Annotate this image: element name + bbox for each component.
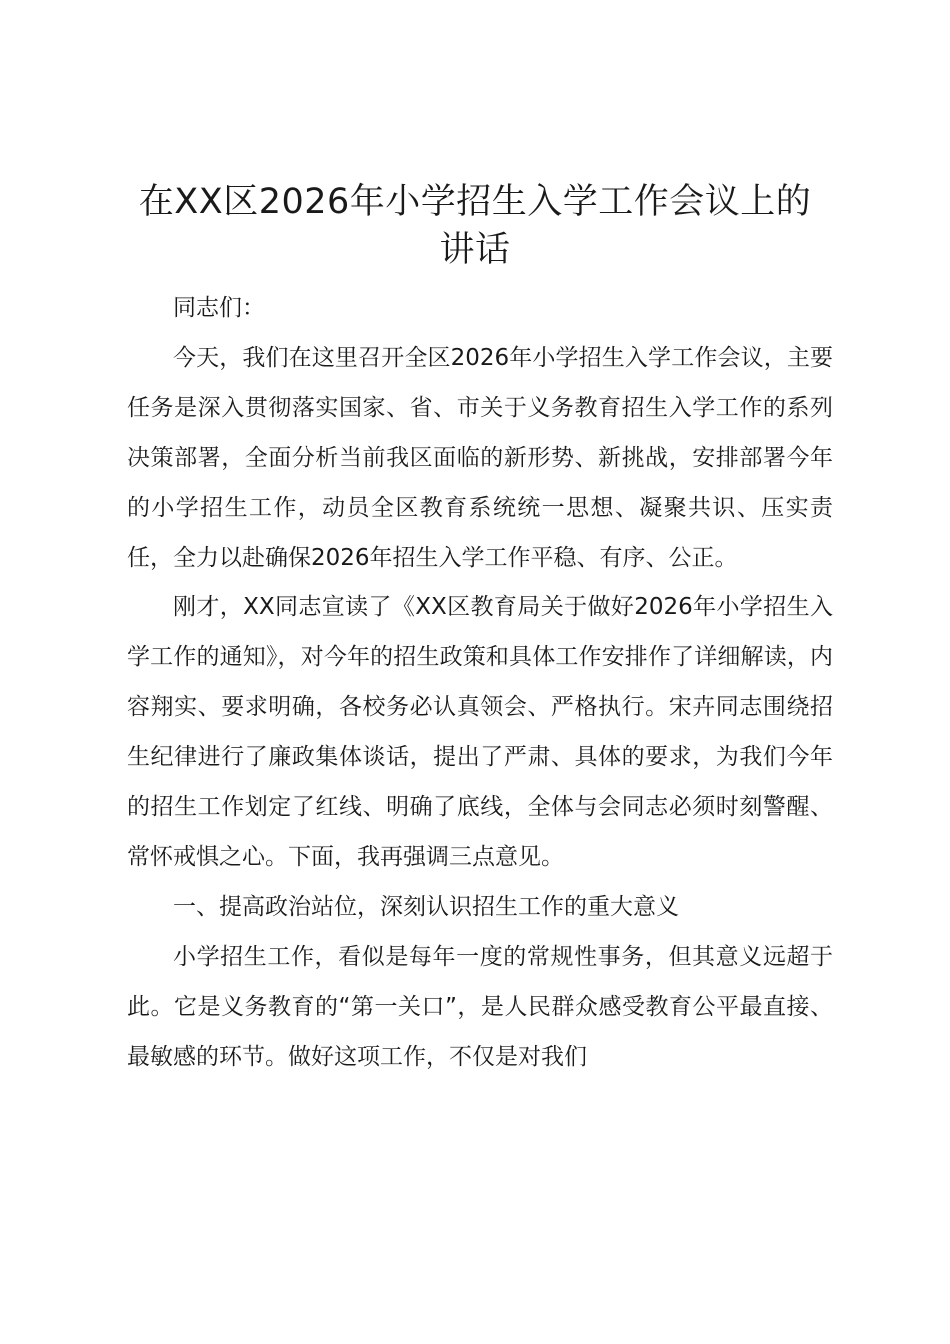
section-heading: 一、提高政治站位，深刻认识招生工作的重大意义 — [173, 893, 679, 920]
document-title — [110, 178, 840, 274]
title-line-1: 在XX区2026年小学招生入学工作会议上的 — [138, 182, 812, 222]
document-body — [127, 284, 833, 1083]
paragraph-context: 刚才，XX同志宣读了《XX区教育局关于做好2026年小学招生入学工作的通知》，对今年的招生政策和具体工作安排作了详细解读，内容翔实、要求明确，各校务必认真领会、严格执行。宋卉同志围绕招生纪律进行了廉政集体谈话，提出了严肃、具体的要求，为我们今年的招生工作划定了红线、明确了底线，全体与会同志必须时刻警醒、常怀戒惧之心。下面，我再强调三点意见。 — [127, 594, 833, 870]
section-paragraph: 小学招生工作，看似是每年一度的常规性事务，但其意义远超于此。它是义务教育的“第一关口”，是人民群众感受教育公平最直接、最敏感的环节。做好这项工作，不仅是对我们 — [127, 943, 833, 1070]
title-line-2: 讲话 — [439, 230, 511, 270]
paragraph-opening: 今天，我们在这里召开全区2026年小学招生入学工作会议，主要任务是深入贯彻落实国家、省、市关于义务教育招生入学工作的系列决策部署，全面分析当前我区面临的新形势、新挑战，安排部署今年的小学招生工作，动员全区教育系统统一思想、凝聚共识、压实责任，全力以赴确保2026年招生入学工作平稳、有序、公正。 — [127, 344, 833, 571]
salutation: 同志们： — [173, 295, 265, 321]
